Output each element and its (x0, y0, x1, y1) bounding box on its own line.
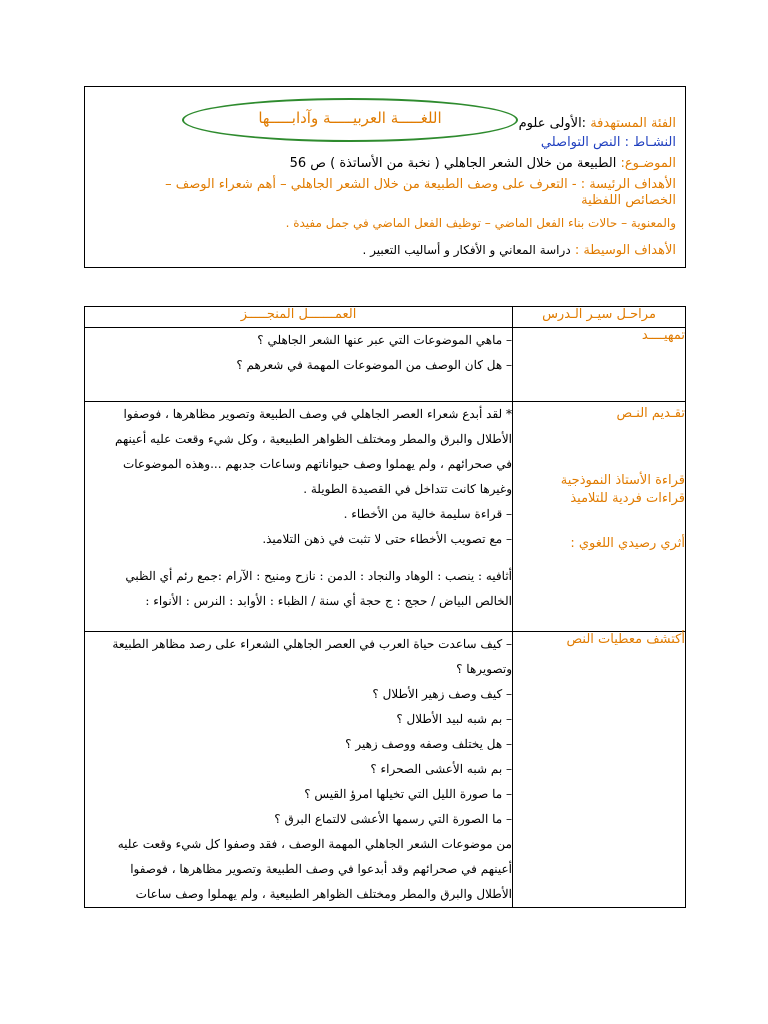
stage-cell (513, 402, 686, 632)
text-line: – ما صورة الليل التي تخيلها امرؤ القيس ؟ (304, 787, 512, 801)
subject-line (290, 156, 676, 171)
text-line: – كيف ساعدت حياة العرب في العصر الجاهلي الشعراء على رصد مظاهر الطبيعة (112, 637, 512, 651)
goals-label: الأهداف الرئيسة : (580, 177, 676, 192)
text-line: – بم شبه لبيد الأطلال ؟ (396, 712, 512, 726)
text-line: الأطلال والبرق والمطر ومختلف الظواهر الطبيعية ، ولم يهملوا وصف ساعات (135, 887, 512, 901)
lesson-table (84, 306, 686, 908)
text-line: – مع تصويب الأخطاء حتى لا تثبت في ذهن التلاميذ. (262, 532, 512, 546)
text-line: أثافيه : ينصب : الوهاد والنجاد : الدمن : نازح ومنيح : الآرام :جمع رئم أي الظبي (125, 569, 512, 583)
subject-title-oval (182, 98, 518, 142)
intermediate-goals-line (363, 243, 676, 258)
text-line: – ماهي الموضوعات التي عبر عنها الشعر الجاهلي ؟ (257, 333, 512, 347)
stages-header: مراحـل سيـر الـدرس (513, 307, 686, 328)
text-line: الأطلال والبرق والمطر ومختلف الظواهر الطبيعية ، وكل شيء وقعت عليه أعينهم (114, 432, 512, 446)
work-cell (85, 402, 513, 632)
activity-line (541, 135, 676, 150)
goals-line-3: والمعنوية – حالات بناء الفعل الماضي – توظيف الفعل الماضي في جمل مفيدة . (285, 216, 676, 230)
text-line: * لقد أبدع شعراء العصر الجاهلي في وصف الطبيعة وتصوير مظاهرها ، فوصفوا (123, 407, 512, 421)
work-cell (85, 632, 513, 908)
work-header: العمـــــــل المنجـــــز (85, 307, 513, 328)
target-label: الفئة المستهدفة (590, 116, 676, 131)
goals-line-2: الخصائص اللفظية (581, 193, 676, 208)
work-cell (85, 328, 513, 402)
text-line: في صحرائهم ، ولم يهملوا وصف حيواناتهم وساعات جدبهم ...وهذه الموضوعات (122, 457, 512, 471)
stage-label: قراءات فردية للتلاميذ (570, 491, 685, 506)
text-line: وتصويرها ؟ (456, 662, 512, 676)
table-row (85, 632, 686, 908)
text-line: من موضوعات الشعر الجاهلي المهمة الوصف ، فقد وصفوا كل شيء وقعت عليه (117, 837, 512, 851)
subject-title: اللغـــــة العربيـــــة وآدابـــــها (258, 109, 442, 127)
text-line: – هل كان الوصف من الموضوعات المهمة في شعرهم ؟ (236, 358, 512, 372)
stage-label: قراءة الأستاذ النموذجية (560, 473, 685, 488)
table-header-row (85, 307, 686, 328)
text-line: الخالص البياض / حجج : ج حجة أي سنة / الظباء : الأوابد : النرس : الأنواء : (145, 594, 512, 608)
table-row (85, 402, 686, 632)
goals-text-1: - التعرف على وصف الطبيعة من خلال الشعر الجاهلي – أهم شعراء الوصف – (165, 177, 577, 192)
stage-label: أكتشف معطيات النص (566, 632, 685, 647)
text-line: – كيف وصف زهير الأطلال ؟ (372, 687, 512, 701)
intermediate-goals-value: دراسة المعاني و الأفكار و أساليب التعبير . (362, 243, 571, 257)
stage-label: أثري رصيدي اللغوي : (570, 536, 685, 551)
text-line: وغيرها كانت تتداخل في القصيدة الطويلة . (303, 482, 512, 496)
stage-cell (513, 632, 686, 908)
text-line: – هل يختلف وصفه ووصف زهير ؟ (345, 737, 512, 751)
text-line: – بم شبه الأعشى الصحراء ؟ (370, 762, 512, 776)
subject-value: الطبيعة من خلال الشعر الجاهلي ( نخبة من الأساتذة ) ص 56 (289, 156, 617, 171)
target-line (519, 116, 676, 131)
text-line: أعينهم في صحرائهم وقد أبدعوا في وصف الطبيعة وتصوير مظاهرها ، فوصفوا (130, 862, 512, 876)
stage-label: تقـديم النـص (616, 406, 685, 421)
text-line: – ما الصورة التي رسمها الأعشى لالتماع البرق ؟ (274, 812, 512, 826)
text-line: – قراءة سليمة خالية من الأخطاء . (343, 507, 512, 521)
intermediate-goals-label: الأهداف الوسيطة : (574, 243, 676, 258)
goals-line-1 (165, 177, 676, 192)
stage-cell (513, 328, 686, 402)
stage-label: تمهيــــد (641, 328, 685, 343)
table-row (85, 328, 686, 402)
target-value: :الأولى علوم (518, 116, 587, 131)
subject-label: الموضـوع: (620, 156, 676, 171)
activity-label: النشـاط : (624, 135, 676, 150)
spacer-line (85, 552, 512, 564)
activity-value: النص التواصلي (540, 135, 621, 150)
